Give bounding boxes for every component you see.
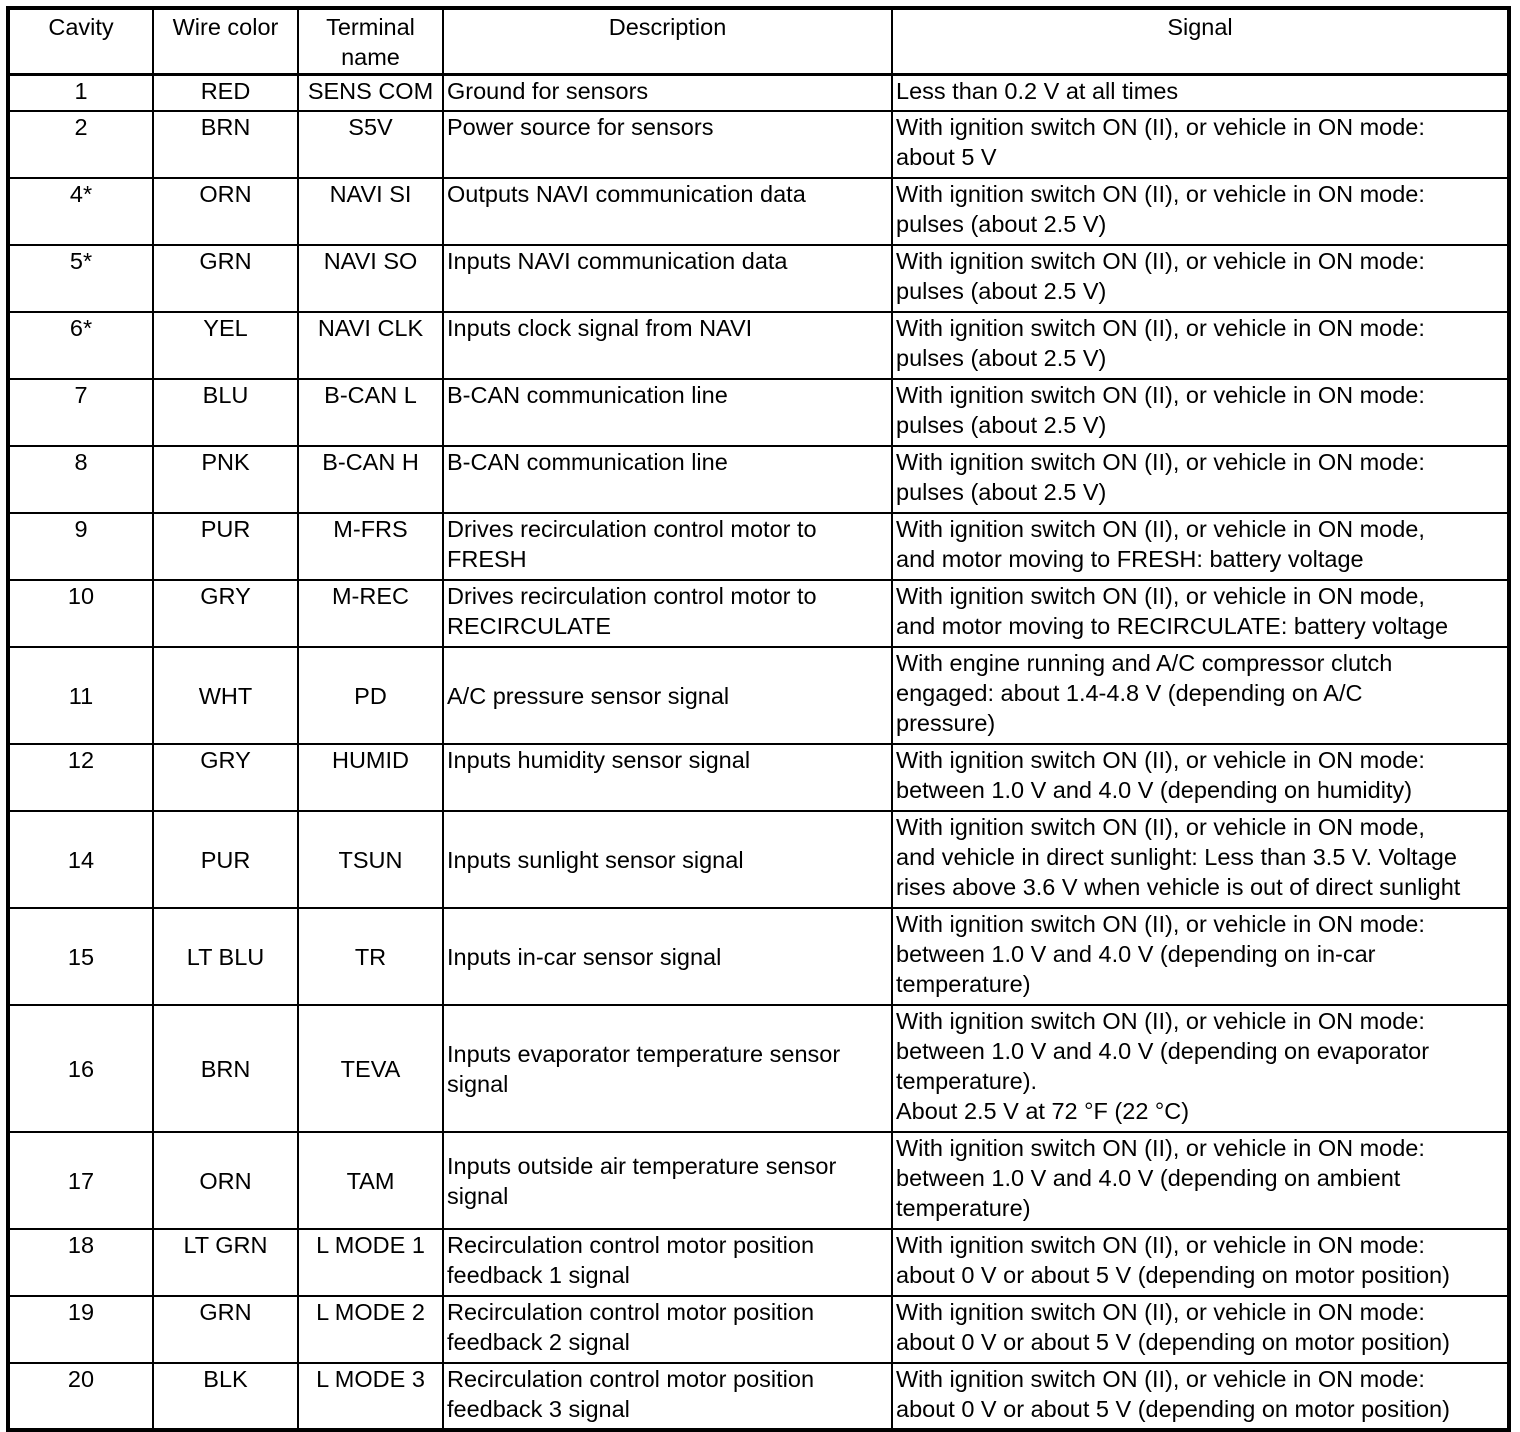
table-row (8, 811, 1509, 908)
signal-line: With ignition switch ON (II), or vehicle in ON mode: (896, 181, 1425, 207)
description-line: Inputs NAVI communication data (447, 248, 788, 274)
wire-color-cell: PNK (153, 446, 298, 513)
table-row (8, 1229, 1509, 1296)
table-row (8, 908, 1509, 1005)
terminal-name-cell: NAVI CLK (298, 312, 443, 379)
wire-color-cell: GRY (153, 580, 298, 647)
description-cell (443, 1132, 892, 1229)
cavity-cell: 12 (8, 744, 153, 811)
description-line: Drives recirculation control motor to (447, 583, 817, 609)
terminal-name-cell: NAVI SI (298, 178, 443, 245)
signal-cell (892, 74, 1509, 111)
signal-line: and motor moving to RECIRCULATE: battery voltage (896, 613, 1449, 639)
wire-color-cell: WHT (153, 647, 298, 744)
description-line: Outputs NAVI communication data (447, 181, 806, 207)
signal-line: With ignition switch ON (II), or vehicle in ON mode: (896, 911, 1425, 937)
signal-cell (892, 1363, 1509, 1430)
terminal-name-cell: SENS COM (298, 74, 443, 111)
signal-cell (892, 1229, 1509, 1296)
description-cell (443, 379, 892, 446)
signal-line: about 0 V or about 5 V (depending on motor position) (896, 1262, 1450, 1288)
cavity-cell: 7 (8, 379, 153, 446)
cavity-cell: 18 (8, 1229, 153, 1296)
signal-cell (892, 647, 1509, 744)
signal-cell (892, 908, 1509, 1005)
table-row (8, 245, 1509, 312)
description-line: signal (447, 1182, 509, 1209)
description-cell (443, 647, 892, 744)
table-row (8, 312, 1509, 379)
signal-cell (892, 1005, 1509, 1132)
wire-color-cell: BRN (153, 111, 298, 178)
signal-line: With ignition switch ON (II), or vehicle in ON mode: (896, 1135, 1425, 1161)
cavity-cell: 15 (8, 908, 153, 1005)
signal-cell (892, 580, 1509, 647)
signal-line: With ignition switch ON (II), or vehicle in ON mode: (896, 1366, 1425, 1392)
cavity-cell: 17 (8, 1132, 153, 1229)
wire-color-cell: PUR (153, 811, 298, 908)
wire-color-cell: GRN (153, 245, 298, 312)
signal-line: between 1.0 V and 4.0 V (depending on humidity) (896, 777, 1413, 803)
description-cell (443, 513, 892, 580)
description-cell (443, 245, 892, 312)
description-line: feedback 1 signal (447, 1262, 630, 1288)
signal-line: and vehicle in direct sunlight: Less than 3.5 V. Voltage (896, 844, 1457, 870)
description-line: Recirculation control motor position (447, 1366, 815, 1392)
signal-line: With ignition switch ON (II), or vehicle in ON mode, (896, 814, 1425, 840)
description-cell (443, 74, 892, 111)
signal-line: With ignition switch ON (II), or vehicle in ON mode: (896, 248, 1425, 274)
terminal-name-cell: L MODE 2 (298, 1296, 443, 1363)
wire-color-cell: PUR (153, 513, 298, 580)
terminal-name-cell: PD (298, 647, 443, 744)
description-line: Inputs clock signal from NAVI (447, 315, 753, 341)
description-cell (443, 1005, 892, 1132)
header-cavity: Cavity (8, 8, 153, 74)
description-cell (443, 744, 892, 811)
description-line: B-CAN communication line (447, 449, 728, 475)
connector-terminal-table (6, 6, 1511, 1432)
terminal-name-cell: TEVA (298, 1005, 443, 1132)
signal-line: between 1.0 V and 4.0 V (depending on ambient (896, 1165, 1401, 1191)
description-line: RECIRCULATE (447, 613, 612, 639)
signal-line: pulses (about 2.5 V) (896, 278, 1107, 304)
signal-cell (892, 1132, 1509, 1229)
header-terminal-name (298, 8, 443, 74)
signal-cell (892, 379, 1509, 446)
wire-color-cell: RED (153, 74, 298, 111)
table-row (8, 74, 1509, 111)
wire-color-cell: LT GRN (153, 1229, 298, 1296)
description-line: FRESH (447, 546, 527, 572)
description-cell (443, 446, 892, 513)
table-row (8, 647, 1509, 744)
header-terminal-name-line: name (341, 44, 400, 70)
cavity-cell: 19 (8, 1296, 153, 1363)
signal-cell (892, 446, 1509, 513)
terminal-name-cell: S5V (298, 111, 443, 178)
terminal-name-cell: B-CAN L (298, 379, 443, 446)
terminal-name-cell: NAVI SO (298, 245, 443, 312)
signal-line: between 1.0 V and 4.0 V (depending on in-car (896, 941, 1376, 967)
cavity-cell: 6* (8, 312, 153, 379)
terminal-name-cell: HUMID (298, 744, 443, 811)
terminal-name-cell: TR (298, 908, 443, 1005)
description-line: Inputs humidity sensor signal (447, 747, 751, 773)
signal-line: and motor moving to FRESH: battery voltage (896, 546, 1364, 572)
signal-line: about 0 V or about 5 V (depending on motor position) (896, 1329, 1450, 1355)
signal-line: pulses (about 2.5 V) (896, 211, 1107, 237)
description-line: Inputs in-car sensor signal (447, 943, 722, 970)
signal-cell (892, 1296, 1509, 1363)
signal-line: about 5 V (896, 144, 997, 170)
wire-color-cell: BLU (153, 379, 298, 446)
wire-color-cell: BRN (153, 1005, 298, 1132)
signal-line: With ignition switch ON (II), or vehicle in ON mode: (896, 1008, 1425, 1034)
signal-cell (892, 744, 1509, 811)
signal-cell (892, 513, 1509, 580)
terminal-name-cell: M-FRS (298, 513, 443, 580)
signal-cell (892, 811, 1509, 908)
header-description: Description (443, 8, 892, 74)
description-line: Drives recirculation control motor to (447, 516, 817, 542)
description-cell (443, 178, 892, 245)
signal-line: about 0 V or about 5 V (depending on motor position) (896, 1396, 1450, 1422)
signal-line: About 2.5 V at 72 °F (22 °C) (896, 1098, 1190, 1124)
signal-line: With ignition switch ON (II), or vehicle in ON mode: (896, 114, 1425, 140)
terminal-name-cell: L MODE 3 (298, 1363, 443, 1430)
table-row (8, 379, 1509, 446)
signal-cell (892, 178, 1509, 245)
cavity-cell: 9 (8, 513, 153, 580)
description-line: A/C pressure sensor signal (447, 682, 730, 709)
cavity-cell: 11 (8, 647, 153, 744)
signal-line: pulses (about 2.5 V) (896, 479, 1107, 505)
table-row (8, 178, 1509, 245)
table-row (8, 1363, 1509, 1430)
description-cell (443, 811, 892, 908)
wire-color-cell: YEL (153, 312, 298, 379)
description-cell (443, 580, 892, 647)
header-row (8, 8, 1509, 74)
wire-color-cell: GRN (153, 1296, 298, 1363)
terminal-name-cell: L MODE 1 (298, 1229, 443, 1296)
signal-line: With ignition switch ON (II), or vehicle in ON mode: (896, 449, 1425, 475)
description-cell (443, 908, 892, 1005)
signal-cell (892, 111, 1509, 178)
description-line: feedback 3 signal (447, 1396, 630, 1422)
wire-color-cell: BLK (153, 1363, 298, 1430)
description-line: Inputs sunlight sensor signal (447, 846, 744, 873)
table-row (8, 111, 1509, 178)
wire-color-cell: ORN (153, 1132, 298, 1229)
cavity-cell: 4* (8, 178, 153, 245)
cavity-cell: 14 (8, 811, 153, 908)
table-body (8, 74, 1509, 1430)
description-line: Ground for sensors (447, 77, 649, 104)
cavity-cell: 16 (8, 1005, 153, 1132)
cavity-cell: 10 (8, 580, 153, 647)
signal-line: pulses (about 2.5 V) (896, 345, 1107, 371)
wire-color-cell: GRY (153, 744, 298, 811)
signal-line: Less than 0.2 V at all times (896, 77, 1179, 104)
description-cell (443, 312, 892, 379)
table-row (8, 1005, 1509, 1132)
description-line: B-CAN communication line (447, 382, 728, 408)
signal-line: pressure) (896, 710, 996, 736)
description-line: Inputs evaporator temperature sensor (447, 1040, 841, 1067)
terminal-name-cell: B-CAN H (298, 446, 443, 513)
table-row (8, 744, 1509, 811)
description-line: Inputs outside air temperature sensor (447, 1152, 837, 1179)
table-row (8, 446, 1509, 513)
signal-line: engaged: about 1.4-4.8 V (depending on A/C (896, 680, 1363, 706)
wire-color-cell: LT BLU (153, 908, 298, 1005)
signal-line: With ignition switch ON (II), or vehicle in ON mode, (896, 583, 1425, 609)
table-row (8, 1296, 1509, 1363)
signal-line: temperature). (896, 1068, 1038, 1094)
signal-line: With ignition switch ON (II), or vehicle in ON mode, (896, 516, 1425, 542)
description-cell (443, 1229, 892, 1296)
wire-color-cell: ORN (153, 178, 298, 245)
signal-line: With ignition switch ON (II), or vehicle in ON mode: (896, 1299, 1425, 1325)
header-wire-color: Wire color (153, 8, 298, 74)
signal-line: pulses (about 2.5 V) (896, 412, 1107, 438)
cavity-cell: 2 (8, 111, 153, 178)
signal-line: With ignition switch ON (II), or vehicle in ON mode: (896, 1232, 1425, 1258)
table-row (8, 513, 1509, 580)
signal-line: With engine running and A/C compressor clutch (896, 650, 1393, 676)
description-cell (443, 111, 892, 178)
cavity-cell: 20 (8, 1363, 153, 1430)
description-line: Recirculation control motor position (447, 1232, 815, 1258)
signal-cell (892, 245, 1509, 312)
signal-line: rises above 3.6 V when vehicle is out of direct sunlight (896, 874, 1461, 900)
description-line: feedback 2 signal (447, 1329, 630, 1355)
description-line: signal (447, 1070, 509, 1097)
cavity-cell: 8 (8, 446, 153, 513)
description-line: Recirculation control motor position (447, 1299, 815, 1325)
description-cell (443, 1363, 892, 1430)
table-row (8, 1132, 1509, 1229)
cavity-cell: 5* (8, 245, 153, 312)
header-terminal-name-line: Terminal (326, 14, 415, 40)
signal-line: With ignition switch ON (II), or vehicle in ON mode: (896, 315, 1425, 341)
description-cell (443, 1296, 892, 1363)
table-row (8, 580, 1509, 647)
terminal-name-cell: TSUN (298, 811, 443, 908)
terminal-name-cell: TAM (298, 1132, 443, 1229)
signal-line: between 1.0 V and 4.0 V (depending on evaporator (896, 1038, 1430, 1064)
description-line: Power source for sensors (447, 114, 714, 140)
signal-line: With ignition switch ON (II), or vehicle in ON mode: (896, 747, 1425, 773)
terminal-name-cell: M-REC (298, 580, 443, 647)
signal-cell (892, 312, 1509, 379)
signal-line: temperature) (896, 1195, 1031, 1221)
signal-line: temperature) (896, 971, 1031, 997)
cavity-cell: 1 (8, 74, 153, 111)
signal-line: With ignition switch ON (II), or vehicle in ON mode: (896, 382, 1425, 408)
header-signal: Signal (892, 8, 1509, 74)
